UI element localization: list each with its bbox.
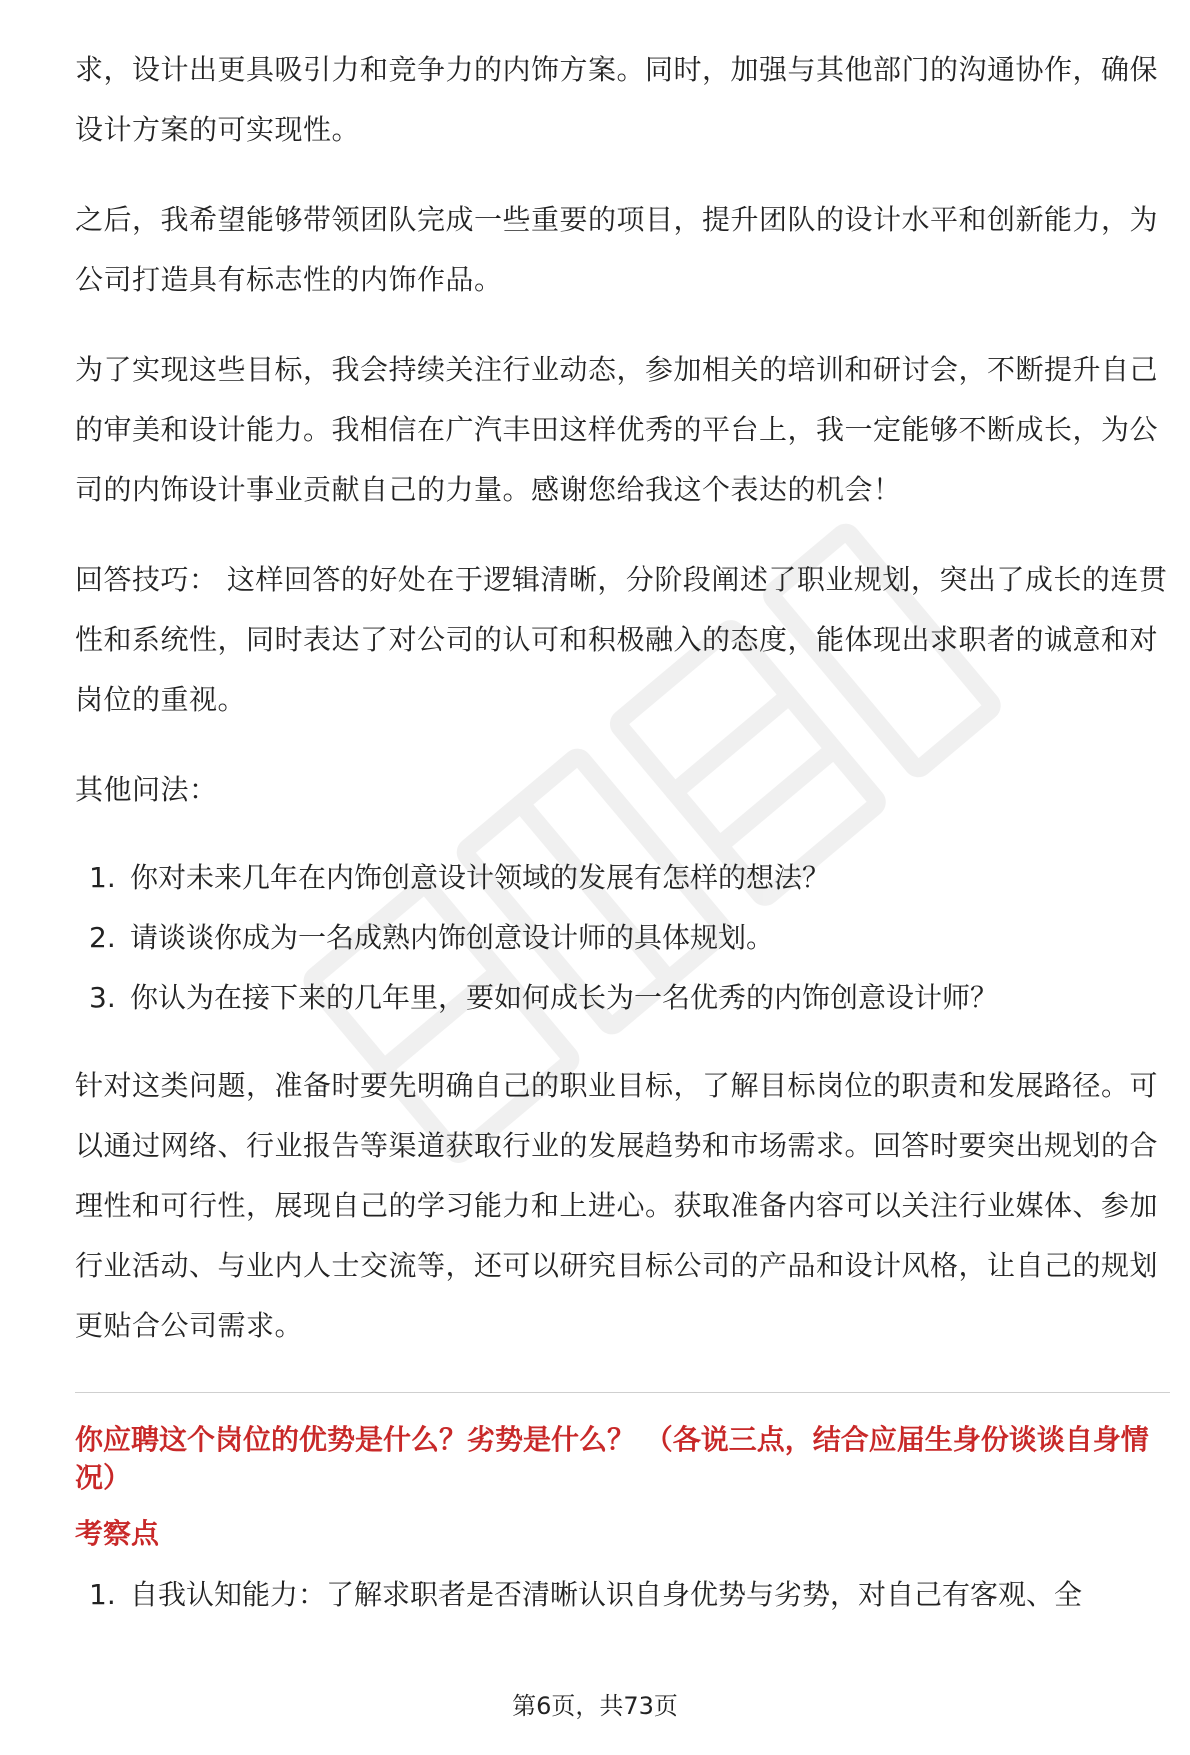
list-item [75,1565,1170,1625]
list-number: 1. [89,1578,116,1611]
document-page [75,40,1170,1625]
list-text: 请谈谈你成为一名成熟内饰创意设计师的具体规划。 [130,921,775,954]
preparation-advice: 针对这类问题，准备时要先明确自己的职业目标，了解目标岗位的职责和发展路径。可以通过网络、行业报告等渠道获取行业的发展趋势和市场需求。回答时要突出规划的合理性和可行性，展现自己的学习能力和上进心。获取准备内容可以关注行业媒体、参加行业活动、与业内人士交流等，还可以研究目标公司的产品和设计风格，让自己的规划更贴合公司需求。 [75,1069,1159,1342]
section-divider [75,1392,1170,1393]
list-text: 你对未来几年在内饰创意设计领域的发展有怎样的想法？ [130,861,831,894]
list-text: 你认为在接下来的几年里，要如何成长为一名优秀的内饰创意设计师？ [130,981,999,1014]
paragraph-continued: 求，设计出更具吸引力和竞争力的内饰方案。同时，加强与其他部门的沟通协作，确保设计方案的可实现性。 [75,53,1159,146]
answer-tip: 回答技巧： 这样回答的好处在于逻辑清晰，分阶段阐述了职业规划，突出了成长的连贯性和系统性，同时表达了对公司的认可和积极融入的态度，能体现出求职者的诚意和对岗位的重视。 [75,563,1168,716]
list-item [75,968,1170,1028]
list-item [75,908,1170,968]
list-item [75,848,1170,908]
interview-question: 你应聘这个岗位的优势是什么？劣势是什么？ （各说三点，结合应届生身份谈谈自身情况） [75,1423,1149,1494]
page-number: 第6页，共73页 [512,1692,678,1720]
section-heading: 考察点 [75,1517,160,1550]
list-number: 3. [89,981,116,1014]
other-questions-title: 其他问法： [75,773,218,806]
list-text: 自我认知能力：了解求职者是否清晰认识自身优势与劣势，对自己有客观、全 [130,1578,1083,1611]
other-questions-list [75,848,1170,1028]
paragraph-actions: 为了实现这些目标，我会持续关注行业动态，参加相关的培训和研讨会，不断提升自己的审美和设计能力。我相信在广汽丰田这样优秀的平台上，我一定能够不断成长，为公司的内饰设计事业贡献自己的力量。感谢您给我这个表达的机会！ [75,353,1159,506]
paragraph-goals: 之后，我希望能够带领团队完成一些重要的项目，提升团队的设计水平和创新能力，为公司打造具有标志性的内饰作品。 [75,203,1159,296]
list-number: 2. [89,921,116,954]
evaluation-points-list [75,1565,1170,1625]
list-number: 1. [89,861,116,894]
